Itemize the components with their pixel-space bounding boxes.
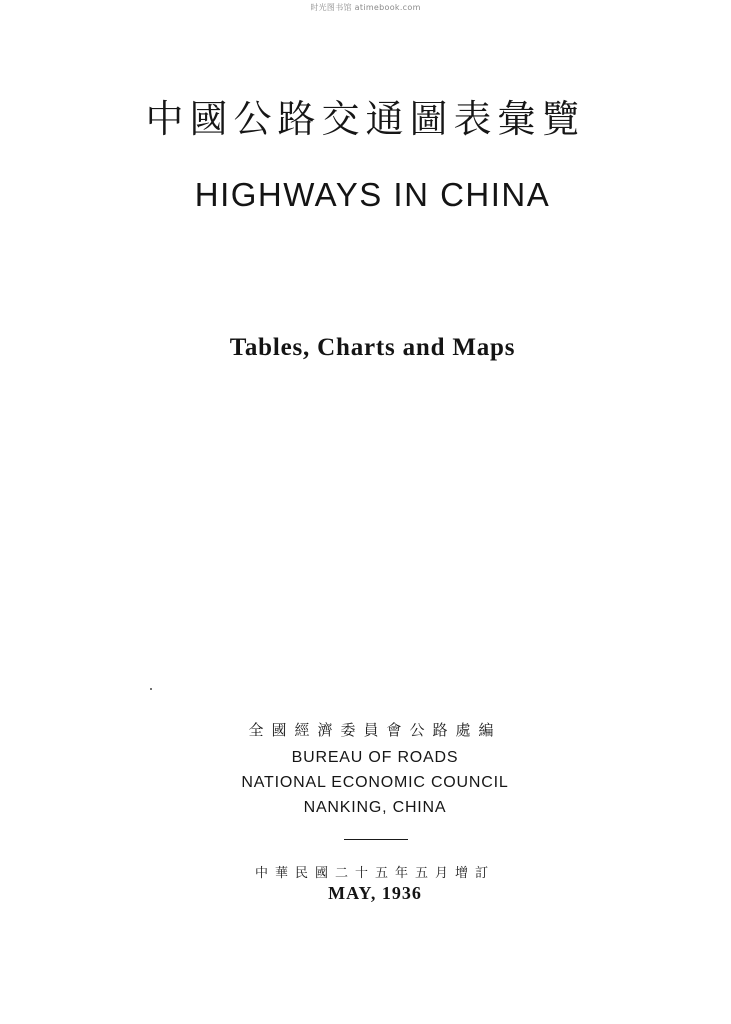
- print-speck: [150, 688, 152, 690]
- publisher-line-location: NANKING, CHINA: [303, 799, 447, 816]
- publisher-line-bureau: BUREAU OF ROADS: [291, 749, 459, 766]
- divider-rule: [344, 839, 408, 840]
- watermark-text: 时光图书馆 atimebook.com: [310, 3, 421, 12]
- chinese-title: 中國公路交通圖表彙覽: [145, 97, 586, 141]
- subtitle: Tables, Charts and Maps: [229, 334, 516, 361]
- publisher-chinese: 全國經濟委員會公路處編: [248, 721, 502, 739]
- publisher-line-council: NATIONAL ECONOMIC COUNCIL: [241, 774, 509, 791]
- date-english: MAY, 1936: [328, 883, 422, 903]
- date-chinese: 中華民國二十五年五月增訂: [254, 866, 495, 881]
- english-title: HIGHWAYS IN CHINA: [194, 176, 551, 213]
